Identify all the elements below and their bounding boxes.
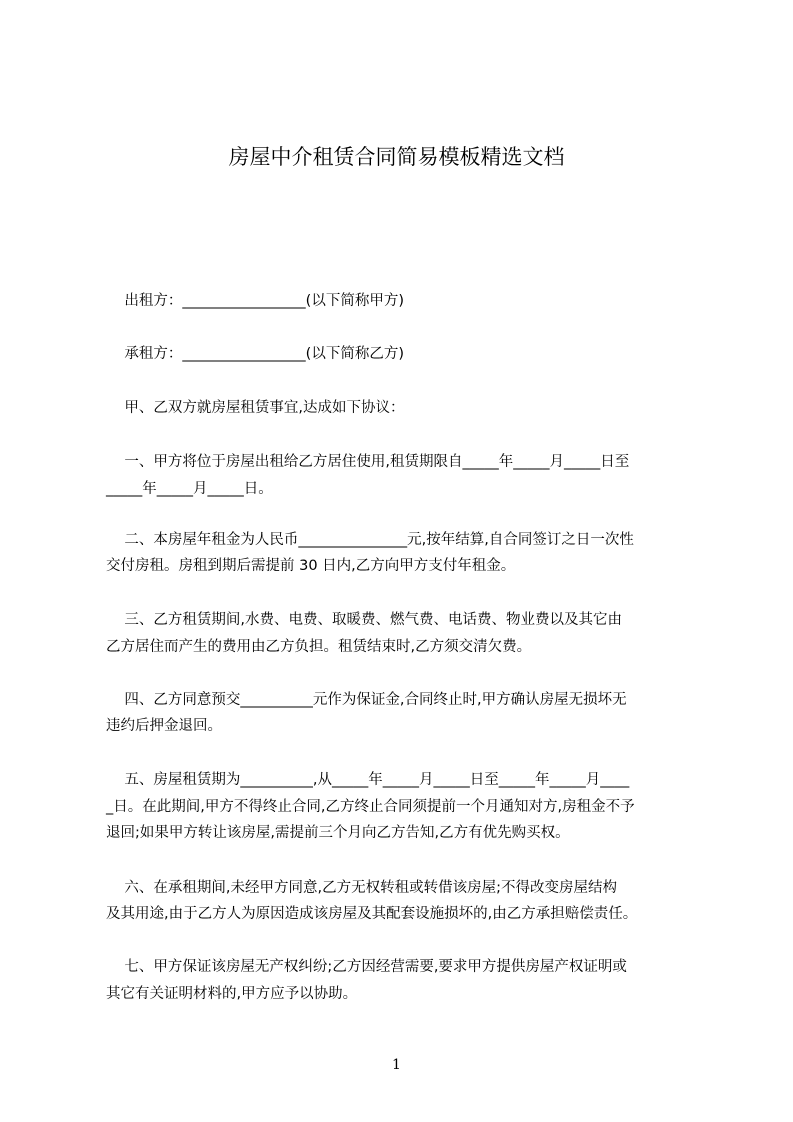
clause-line: _____年_____月_____日。 <box>106 481 273 497</box>
clause-line: 其它有关证明材料的,甲方应予以协助。 <box>106 986 358 1002</box>
clause-line: 六、在承租期间,未经甲方同意,乙方无权转租或转借该房屋;不得改变房屋结构 <box>106 880 618 896</box>
clause-line: 二、本房屋年租金为人民币_______________元,按年结算,自合同签订之日一次性 <box>106 532 634 548</box>
clause-line: _日。在此期间,甲方不得终止合同,乙方终止合同须提前一个月通知对方,房租金不予 <box>106 799 635 815</box>
clause-line: 七、甲方保证该房屋无产权纠纷;乙方因经营需要,要求甲方提供房屋产权证明或 <box>106 959 627 975</box>
clause-line: 交付房租。房租到期后需提前 30 日内,乙方向甲方支付年租金。 <box>106 558 516 574</box>
clause-line: 及其用途,由于乙方人为原因造成该房屋及其配套设施损坏的,由乙方承担赔偿责任。 <box>106 906 638 922</box>
intro-line: 甲、乙双方就房屋租赁事宜,达成如下协议： <box>106 400 405 416</box>
clause-line: 四、乙方同意预交__________元作为保证金,合同终止时,甲方确认房屋无损坏无 <box>106 692 627 708</box>
clause-line: 一、甲方将位于房屋出租给乙方居住使用,租赁期限自_____年_____月_____日至 <box>106 454 630 470</box>
document-title: 房屋中介租赁合同简易模板精选文档 <box>228 145 565 169</box>
clause-line: 五、房屋租赁期为__________,从_____年_____月_____日至_____年_____月____ <box>106 772 630 788</box>
clause-line: 退回;如果甲方转让该房屋,需提前三个月向乙方告知,乙方有优先购买权。 <box>106 825 570 841</box>
clause-line: 违约后押金退回。 <box>106 718 222 734</box>
page-number: 1 <box>392 1057 401 1073</box>
clause-line: 乙方居住而产生的费用由乙方负担。租赁结束时,乙方须交清欠费。 <box>106 639 532 655</box>
clause-line: 三、乙方租赁期间,水费、电费、取暖费、燃气费、电话费、物业费以及其它由 <box>106 612 623 628</box>
lessee-line: 承租方：_________________(以下简称乙方) <box>106 346 404 362</box>
lessor-line: 出租方：_________________(以下简称甲方) <box>106 293 404 309</box>
